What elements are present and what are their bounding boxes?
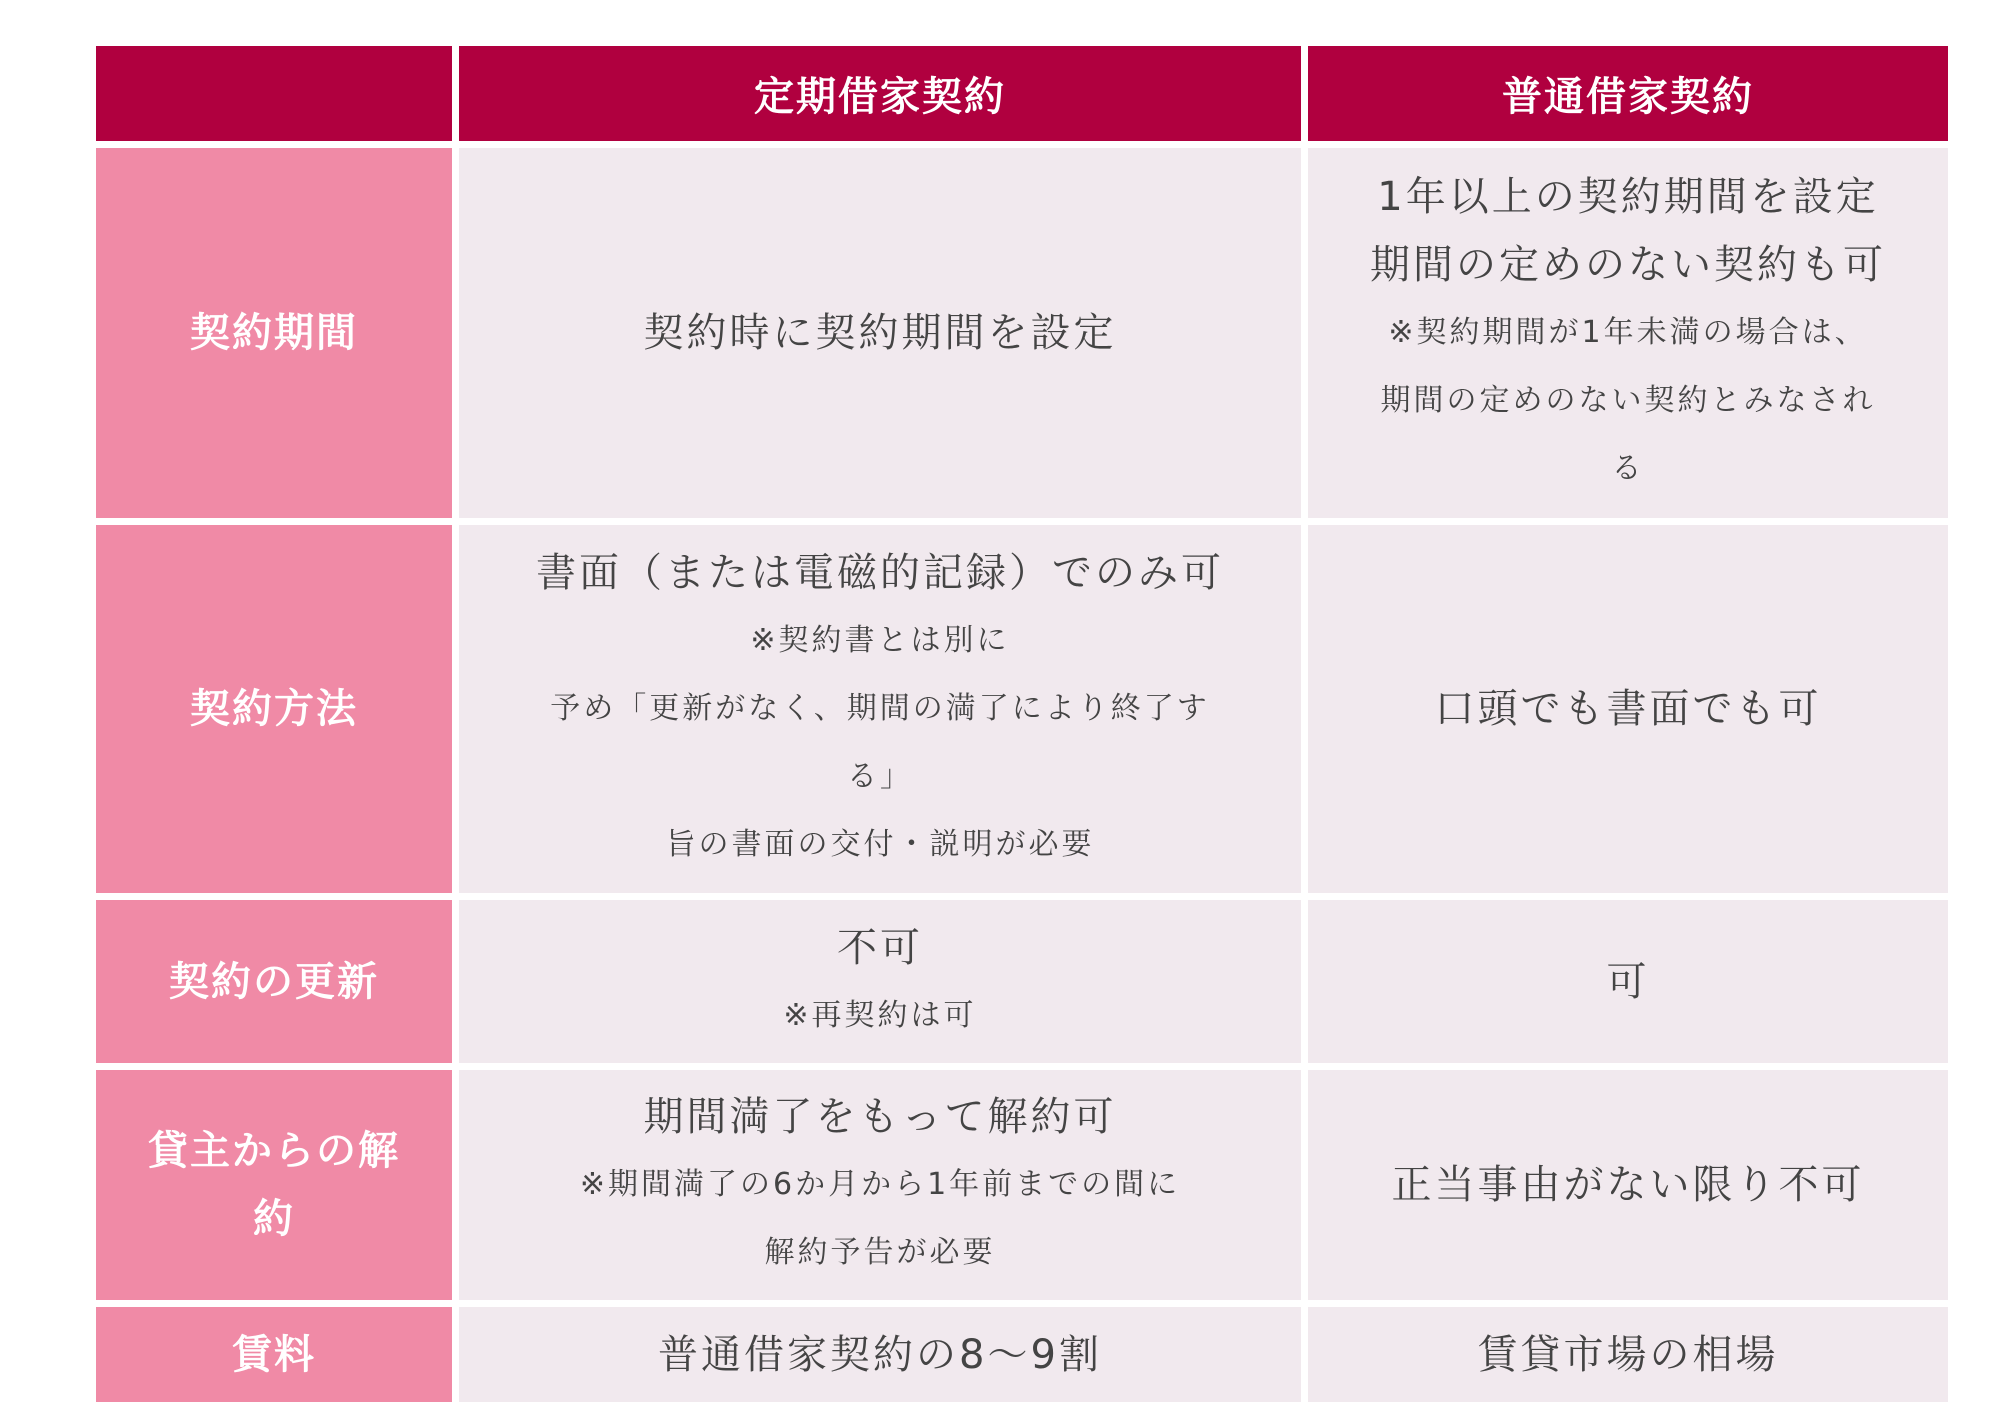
fixed-contract-method-note-4: 旨の書面の交付・説明が必要 bbox=[665, 827, 1095, 862]
fixed-termination-cell bbox=[459, 1070, 1301, 1300]
fixed-renewal-text: 不可 bbox=[837, 924, 923, 971]
row-landlord-termination bbox=[96, 1070, 1948, 1300]
fixed-renewal-cell bbox=[459, 900, 1301, 1063]
ordinary-rent-cell bbox=[1308, 1307, 1948, 1402]
ordinary-contract-period-text-2: 期間の定めのない契約も可 bbox=[1370, 242, 1886, 288]
fixed-termination-note-2: 解約予告が必要 bbox=[764, 1235, 996, 1270]
ordinary-termination-cell bbox=[1308, 1070, 1948, 1300]
header-corner-cell bbox=[96, 46, 452, 141]
header-row bbox=[96, 46, 1948, 141]
ordinary-contract-period-text-1: 1年以上の契約期間を設定 bbox=[1377, 174, 1879, 220]
row-rent bbox=[96, 1307, 1948, 1402]
fixed-termination-note-1: ※期間満了の6か月から1年前までの間に bbox=[579, 1167, 1181, 1202]
fixed-contract-method-text: 書面（または電磁的記録）でのみ可 bbox=[536, 550, 1224, 596]
row-label-landlord-termination-line-2: 約 bbox=[253, 1196, 295, 1242]
ordinary-contract-period-note-2: 期間の定めのない契約とみなされ bbox=[1380, 383, 1876, 418]
row-label-contract-renewal: 契約の更新 bbox=[96, 900, 452, 1063]
header-fixed-term-lease: 定期借家契約 bbox=[459, 46, 1301, 141]
row-contract-renewal bbox=[96, 900, 1948, 1063]
row-label-landlord-termination bbox=[96, 1070, 452, 1300]
fixed-contract-method-cell bbox=[459, 525, 1301, 893]
fixed-contract-period-cell bbox=[459, 148, 1301, 518]
header-ordinary-lease: 普通借家契約 bbox=[1308, 46, 1948, 141]
fixed-rent-cell bbox=[459, 1307, 1301, 1402]
fixed-contract-method-note-2: 予め「更新がなく、期間の満了により終了す bbox=[550, 691, 1210, 726]
fixed-rent-text: 普通借家契約の8～9割 bbox=[658, 1331, 1102, 1378]
ordinary-contract-method-cell bbox=[1308, 525, 1948, 893]
ordinary-contract-period-note-1: ※契約期間が1年未満の場合は、 bbox=[1388, 315, 1868, 350]
row-contract-method bbox=[96, 525, 1948, 893]
row-label-landlord-termination-line-1: 貸主からの解 bbox=[148, 1128, 400, 1174]
row-contract-period bbox=[96, 148, 1948, 518]
fixed-contract-method-note-3: る」 bbox=[847, 759, 913, 794]
ordinary-termination-text: 正当事由がない限り不可 bbox=[1391, 1162, 1865, 1208]
row-label-rent: 賃料 bbox=[96, 1307, 452, 1402]
ordinary-contract-period-cell bbox=[1308, 148, 1948, 518]
fixed-contract-period-text: 契約時に契約期間を設定 bbox=[643, 310, 1117, 356]
ordinary-contract-method-text: 口頭でも書面でも可 bbox=[1434, 686, 1822, 732]
fixed-contract-method-note-1: ※契約書とは別に bbox=[750, 623, 1010, 658]
row-label-contract-method: 契約方法 bbox=[96, 525, 452, 893]
row-label-contract-period: 契約期間 bbox=[96, 148, 452, 518]
ordinary-rent-text: 賃貸市場の相場 bbox=[1477, 1331, 1779, 1378]
fixed-termination-text: 期間満了をもって解約可 bbox=[643, 1094, 1117, 1140]
ordinary-renewal-cell bbox=[1308, 900, 1948, 1063]
comparison-table bbox=[89, 39, 1955, 1409]
fixed-renewal-note: ※再契約は可 bbox=[783, 997, 977, 1033]
ordinary-contract-period-note-3: る bbox=[1611, 451, 1645, 486]
ordinary-renewal-text: 可 bbox=[1606, 958, 1650, 1005]
